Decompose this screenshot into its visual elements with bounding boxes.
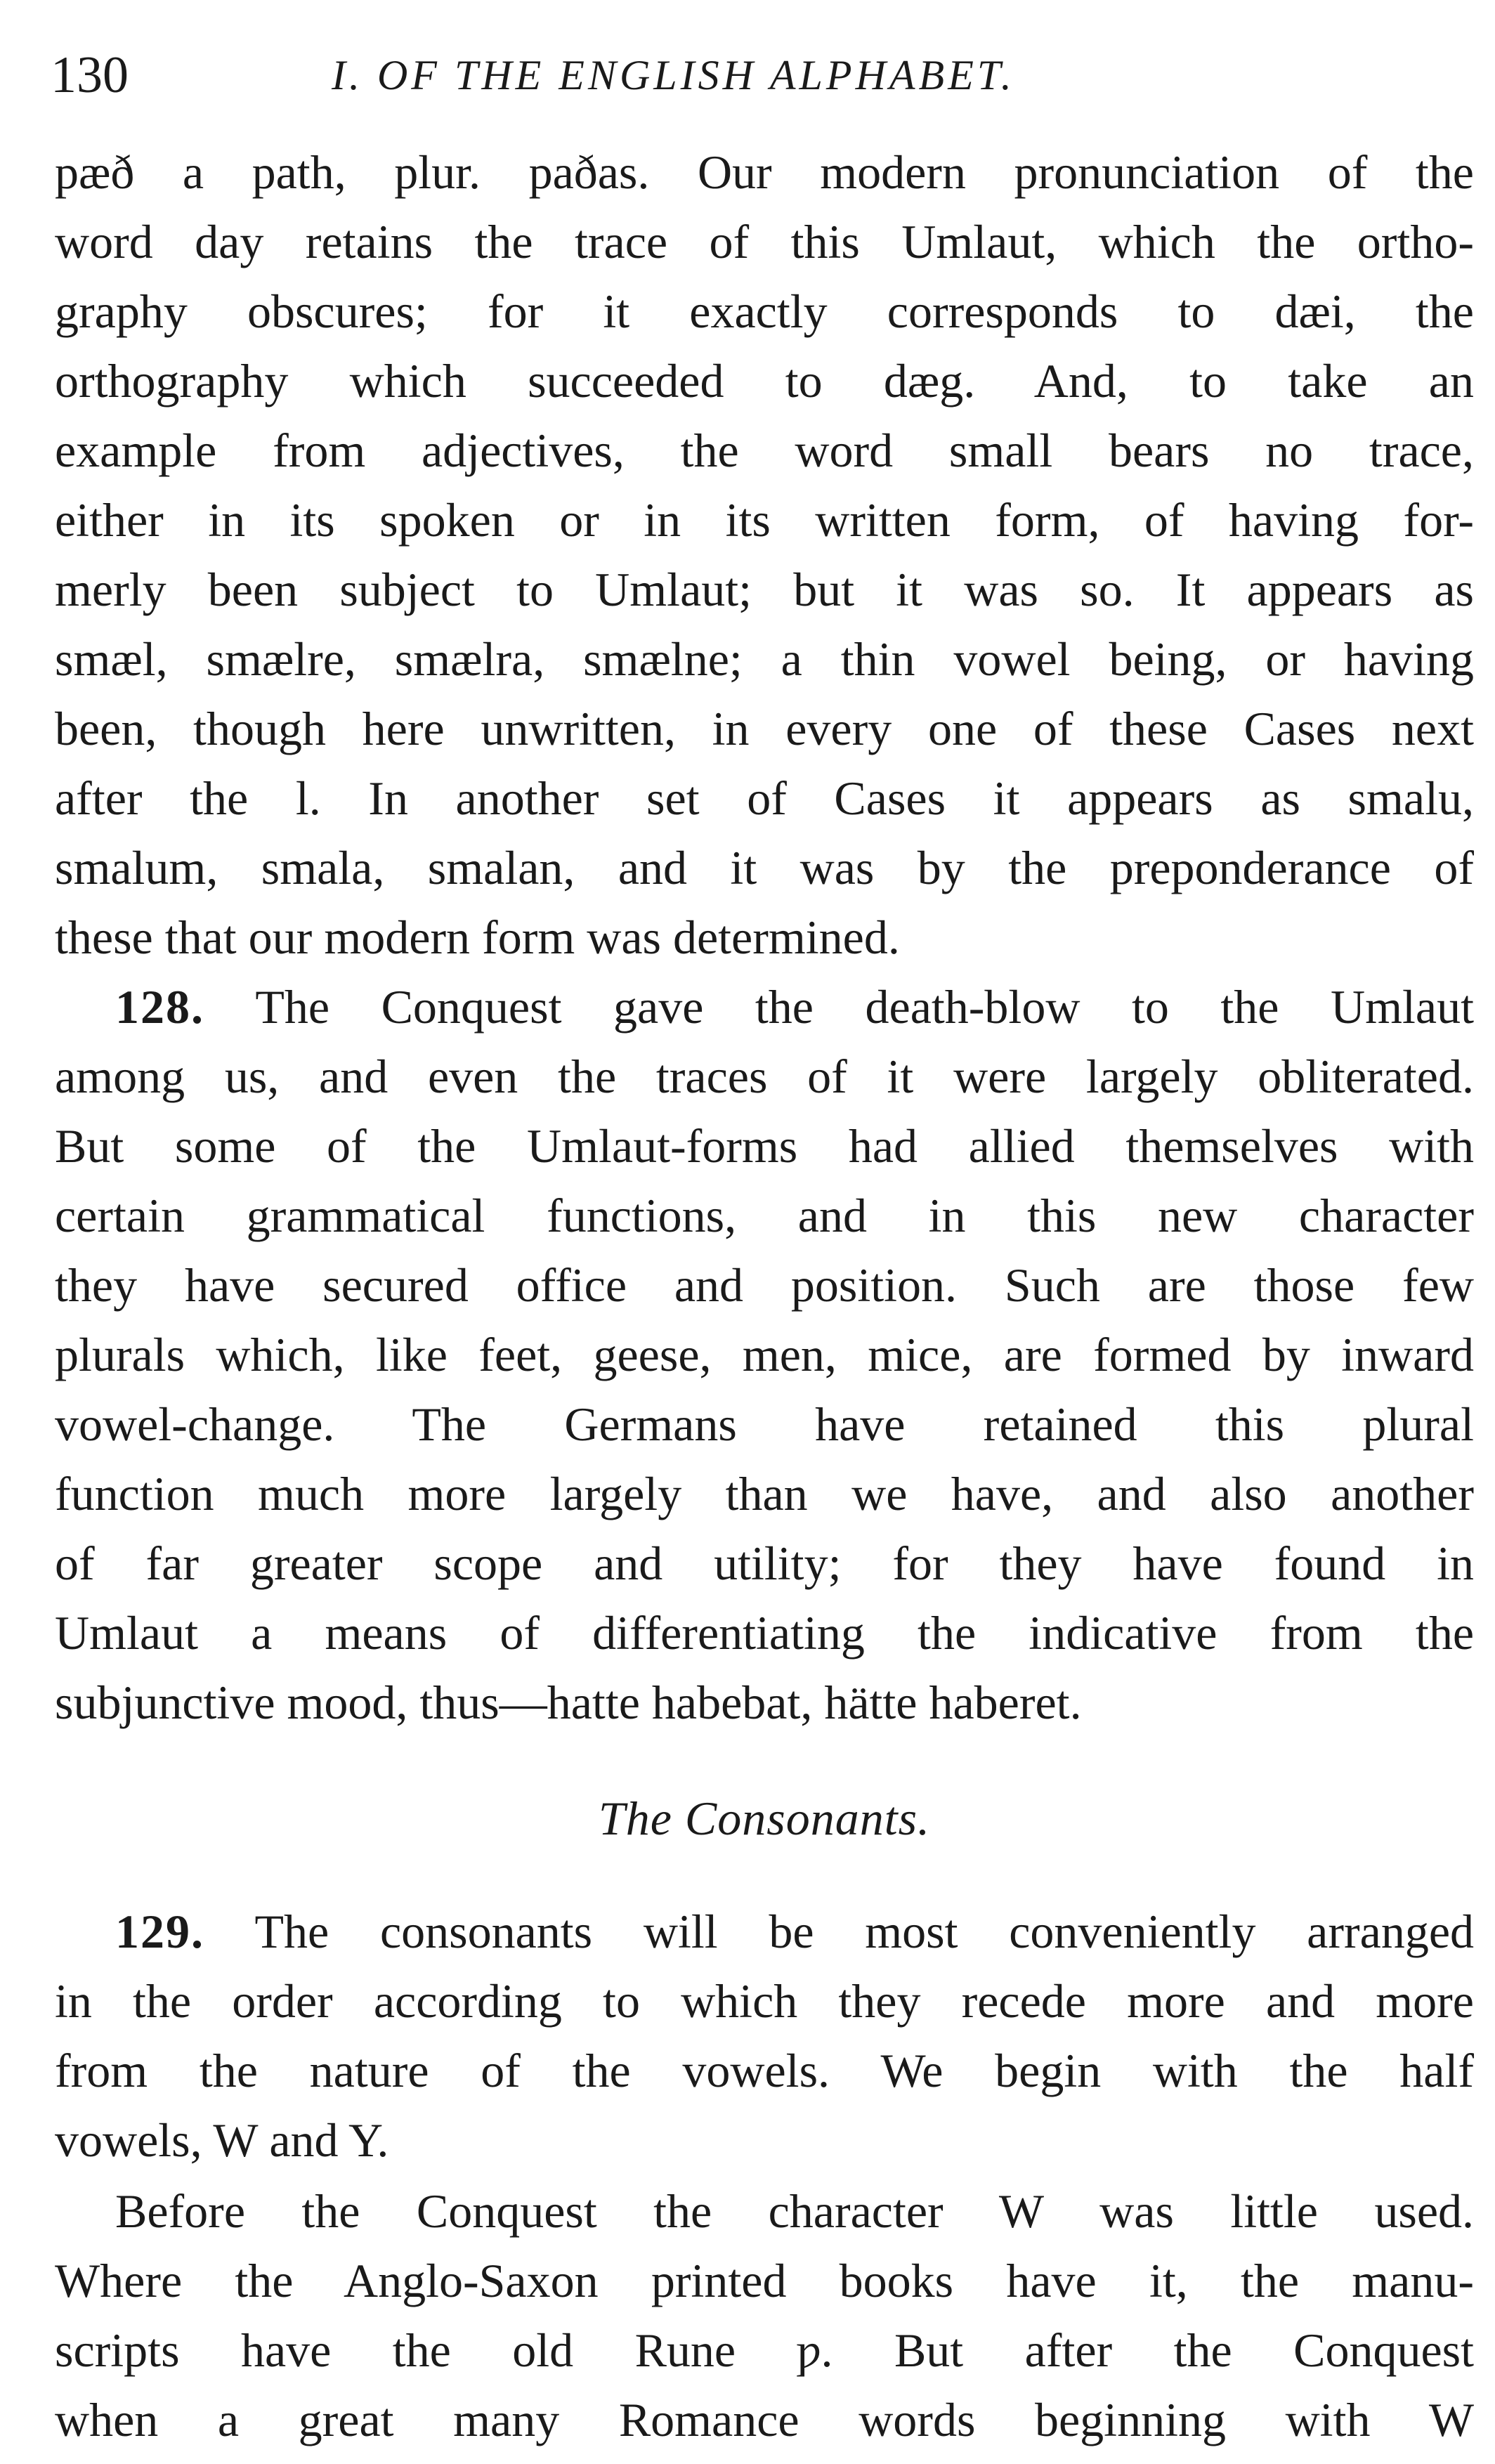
text-line: either in its spoken or in its written form, of having for- (55, 493, 1474, 547)
text-line: function much more largely than we have, and also another (55, 1467, 1474, 1520)
text-span: The consonants will be most conveniently arranged (254, 1905, 1474, 1958)
text-line: subjunctive mood, thus—hatte habebat, hätte haberet. (55, 1676, 1082, 1729)
text-line: when a great many Romance words beginning with W (55, 2393, 1474, 2446)
page-body (55, 138, 1474, 2455)
text-span: The Conquest gave the death-blow to the Umlaut (255, 980, 1474, 1034)
text-line: been, though here unwritten, in every one of these Cases next (55, 702, 1474, 755)
text-line: smalum, smala, smalan, and it was by the preponderance of (55, 841, 1474, 894)
text-line: they have secured office and position. Such are those few (55, 1258, 1474, 1312)
section-number: 129. (115, 1905, 204, 1958)
text-line: smæl, smælre, smælra, smælne; a thin vowel being, or having (55, 632, 1474, 686)
text-line: plurals which, like feet, geese, men, mice, are formed by inward (55, 1328, 1474, 1381)
text-line: Where the Anglo-Saxon printed books have it, the manu- (55, 2254, 1474, 2307)
text-line: graphy obscures; for it exactly corresponds to dæi, the (55, 285, 1474, 338)
text-line: scripts have the old Rune ƿ. But after the Conquest (55, 2323, 1474, 2377)
text-line: merly been subject to Umlaut; but it was so. It appears as (55, 563, 1474, 616)
text-line: certain grammatical functions, and in this new character (55, 1189, 1474, 1242)
text-line: orthography which succeeded to dæg. And, to take an (55, 354, 1474, 408)
page-number: 130 (51, 46, 129, 104)
text-line: after the l. In another set of Cases it appears as smalu, (55, 771, 1474, 825)
text-line (55, 972, 1474, 1042)
text-line: example from adjectives, the word small bears no trace, (55, 424, 1474, 477)
text-line: of far greater scope and utility; for they have found in (55, 1537, 1474, 1590)
text-line: word day retains the trace of this Umlaut, which the ortho- (55, 215, 1474, 268)
text-line: pæð a path, plur. paðas. Our modern pronunciation of the (55, 145, 1474, 199)
paragraph-129 (55, 1897, 1474, 2175)
text-line: in the order according to which they recede more and more (55, 1974, 1474, 2028)
text-line: from the nature of the vowels. We begin with the half (55, 2044, 1474, 2097)
paragraph-conquest-w (55, 2177, 1474, 2455)
text-line: Umlaut a means of differentiating the indicative from the (55, 1606, 1474, 1660)
text-line: Before the Conquest the character W was little used. (115, 2184, 1474, 2238)
section-number: 128. (115, 980, 204, 1034)
text-line: But some of the Umlaut-forms had allied themselves with (55, 1119, 1474, 1173)
text-line: vowels, W and Y. (55, 2113, 389, 2167)
page-header (51, 37, 1484, 114)
text-line: these that our modern form was determined. (55, 911, 900, 964)
section-heading: The Consonants. (598, 1792, 931, 1845)
paragraph-128 (55, 972, 1474, 1738)
text-line (55, 1897, 1474, 1967)
paragraph-umlaut-examples (55, 138, 1474, 972)
running-head: I. OF THE ENGLISH ALPHABET. (332, 52, 1015, 98)
text-line: vowel-change. The Germans have retained this plural (55, 1397, 1474, 1451)
text-line: among us, and even the traces of it were largely obliterated. (55, 1050, 1474, 1103)
